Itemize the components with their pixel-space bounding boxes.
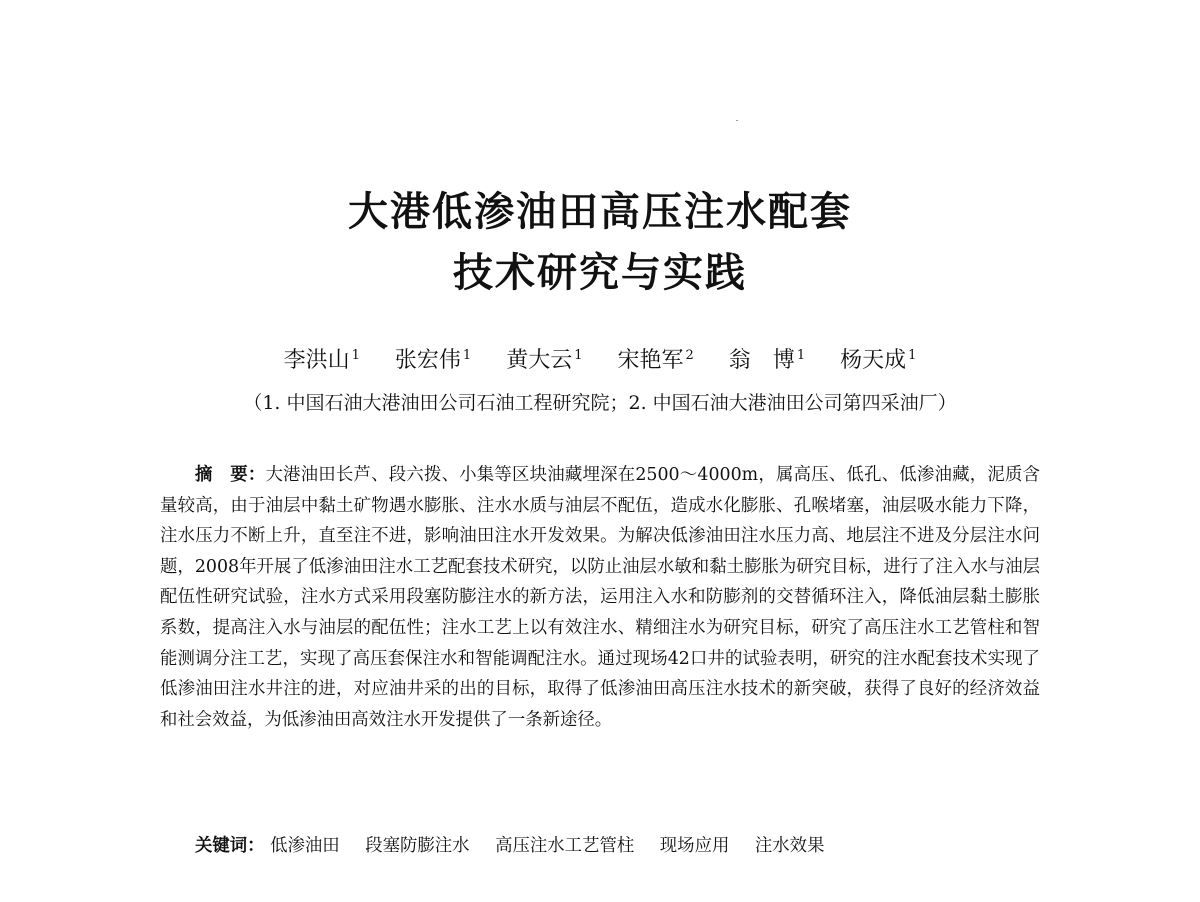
- author-affiliation-mark: 1: [574, 347, 583, 363]
- author: [506, 346, 582, 376]
- scan-speck: [736, 120, 738, 121]
- title-line-2: 技术研究与实践: [453, 250, 747, 296]
- author-name: 翁 博: [728, 348, 795, 373]
- abstract-label: 摘 要：: [195, 465, 266, 485]
- author-name: 杨天成: [840, 348, 907, 373]
- author-affiliation-mark: 1: [351, 347, 360, 363]
- author: [729, 346, 805, 376]
- author-affiliation-mark: 1: [908, 347, 917, 363]
- title-line-1: 大港低渗油田高压注水配套: [348, 189, 852, 235]
- author-name: 宋艳军: [617, 348, 684, 373]
- author: [284, 346, 360, 376]
- author-affiliation-mark: 2: [685, 347, 694, 363]
- keyword: 低渗油田: [270, 836, 340, 856]
- affiliation: （1. 中国石油大港油田公司石油工程研究院；2. 中国石油大港油田公司第四采油厂）: [243, 392, 957, 414]
- keywords-label: 关键词：: [195, 836, 265, 856]
- author-name: 李洪山: [283, 348, 350, 373]
- author-name: 张宏伟: [394, 348, 461, 373]
- author-affiliation-mark: 1: [796, 347, 806, 363]
- abstract: [160, 460, 1040, 735]
- author: [395, 346, 471, 376]
- author-list: [0, 346, 1200, 376]
- keyword: 段塞防膨注水: [365, 836, 470, 856]
- keyword: 注水效果: [754, 836, 825, 856]
- keywords: [195, 831, 1055, 861]
- author-affiliation-mark: 1: [462, 347, 472, 363]
- author: [840, 346, 916, 376]
- keyword: 高压注水工艺管柱: [495, 836, 635, 856]
- author: [618, 346, 694, 376]
- author-name: 黄大云: [506, 348, 573, 373]
- abstract-text: 大港油田长芦、段六拨、小集等区块油藏埋深在2500～4000m，属高压、低孔、低渗油藏，泥质含量较高，由于油层中黏土矿物遇水膨胀、注水水质与油层不配伍，造成水化膨胀、孔喉堵塞，油层吸水能力下降，注水压力不断上升，直至注不进，影响油田注水开发效果。为解决低渗油田注水压力高、地层注不进及分层注水问题，2008年开展了低渗油田注水工艺配套技术研究，以防止油层水敏和黏土膨胀为研究目标，进行了注入水与油层配伍性研究试验，注水方式采用段塞防膨注水的新方法，运用注入水和防膨剂的交替循环注入，降低油层黏土膨胀系数，提高注入水与油层的配伍性；注水工艺上以有效注水、精细注水为研究目标，研究了高压注水工艺管柱和智能测调分注工艺，实现了高压套保注水和智能调配注水。通过现场42口井的试验表明，研究的注水配套技术实现了低渗油田注水井注的进，对应油井采的出的目标，取得了低渗油田高压注水技术的新突破，获得了良好的经济效益和社会效益，为低渗油田高效注水开发提供了一条新途径。: [160, 465, 1040, 730]
- keyword: 现场应用: [659, 836, 730, 856]
